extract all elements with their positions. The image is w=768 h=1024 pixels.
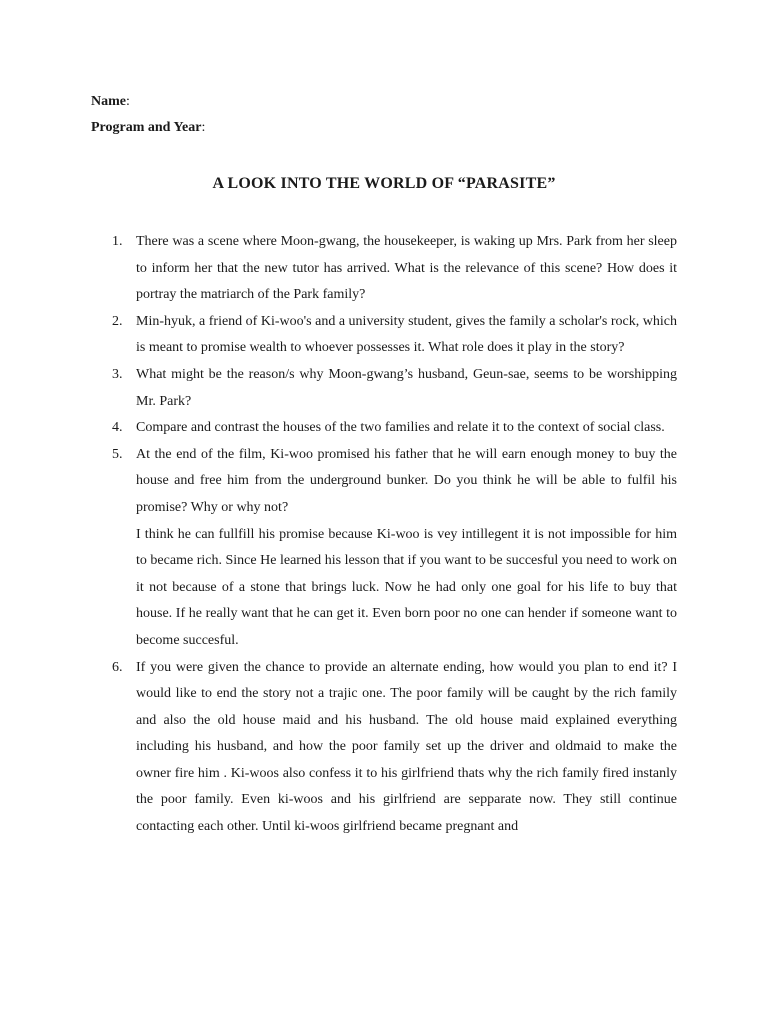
question-text: There was a scene where Moon-gwang, the housekeeper, is waking up Mrs. Park from her sleep to inform her that the new tutor has arrived. What is the relevance of this scene? How does it portray the matriarch of the Park family? bbox=[136, 234, 677, 303]
question-item-3 bbox=[107, 362, 677, 415]
question-number: 6. bbox=[112, 659, 123, 675]
question-item-6 bbox=[107, 655, 677, 841]
question-list bbox=[107, 229, 677, 841]
question-text: What might be the reason/s why Moon-gwang’s husband, Geun-sae, seems to be worshipping Mr. Park? bbox=[136, 366, 677, 409]
question-item-4 bbox=[107, 415, 677, 442]
name-label: Name bbox=[91, 94, 126, 109]
program-year-label: Program and Year bbox=[91, 120, 202, 135]
name-colon: : bbox=[126, 94, 130, 109]
program-year-field bbox=[91, 120, 205, 136]
document-title: A LOOK INTO THE WORLD OF “PARASITE” bbox=[212, 175, 556, 192]
question-item-2 bbox=[107, 309, 677, 362]
question-text: Min-hyuk, a friend of Ki-woo's and a university student, gives the family a scholar's rock, which is meant to promise wealth to whoever possesses it. What role does it play in the story? bbox=[136, 313, 677, 356]
question-number: 3. bbox=[112, 366, 123, 382]
question-text: Compare and contrast the houses of the two families and relate it to the context of social class. bbox=[136, 420, 665, 436]
question-number: 2. bbox=[112, 313, 123, 329]
question-text: If you were given the chance to provide an alternate ending, how would you plan to end it? I would like to end the story not a trajic one. The poor family will be caught by the rich family and also the old house maid and his husband. The old house maid explained everything including his husband, and how the poor family set up the driver and oldmaid to make the owner fire him . Ki-woos also confess it to his girlfriend thats why the rich family fired instanly the poor family. Even ki-woos and his girlfriend are sepparate now. They still continue contacting each other. Until ki-woos girlfriend became pregnant and bbox=[136, 659, 677, 835]
answer-text: I think he can fullfill his promise because Ki-woo is vey intillegent it is not impossible for him to became rich. Since He learned his lesson that if you want to be succesful you need to work on it not because of a stone that brings luck. Now he had only one goal for his life to buy that house. If he really want that he can get it. Even born poor no one can hender if someone want to become succesful. bbox=[136, 526, 677, 648]
question-item-5 bbox=[107, 442, 677, 655]
question-number: 4. bbox=[112, 420, 123, 436]
question-number: 5. bbox=[112, 446, 123, 462]
program-year-colon: : bbox=[201, 120, 206, 135]
name-field bbox=[91, 94, 130, 110]
question-item-1 bbox=[107, 229, 677, 309]
question-text: At the end of the film, Ki-woo promised his father that he will earn enough money to buy the house and free him from the underground bunker. Do you think he will be able to fulfil his promise? Why or why not? bbox=[136, 446, 677, 515]
question-number: 1. bbox=[112, 234, 123, 249]
